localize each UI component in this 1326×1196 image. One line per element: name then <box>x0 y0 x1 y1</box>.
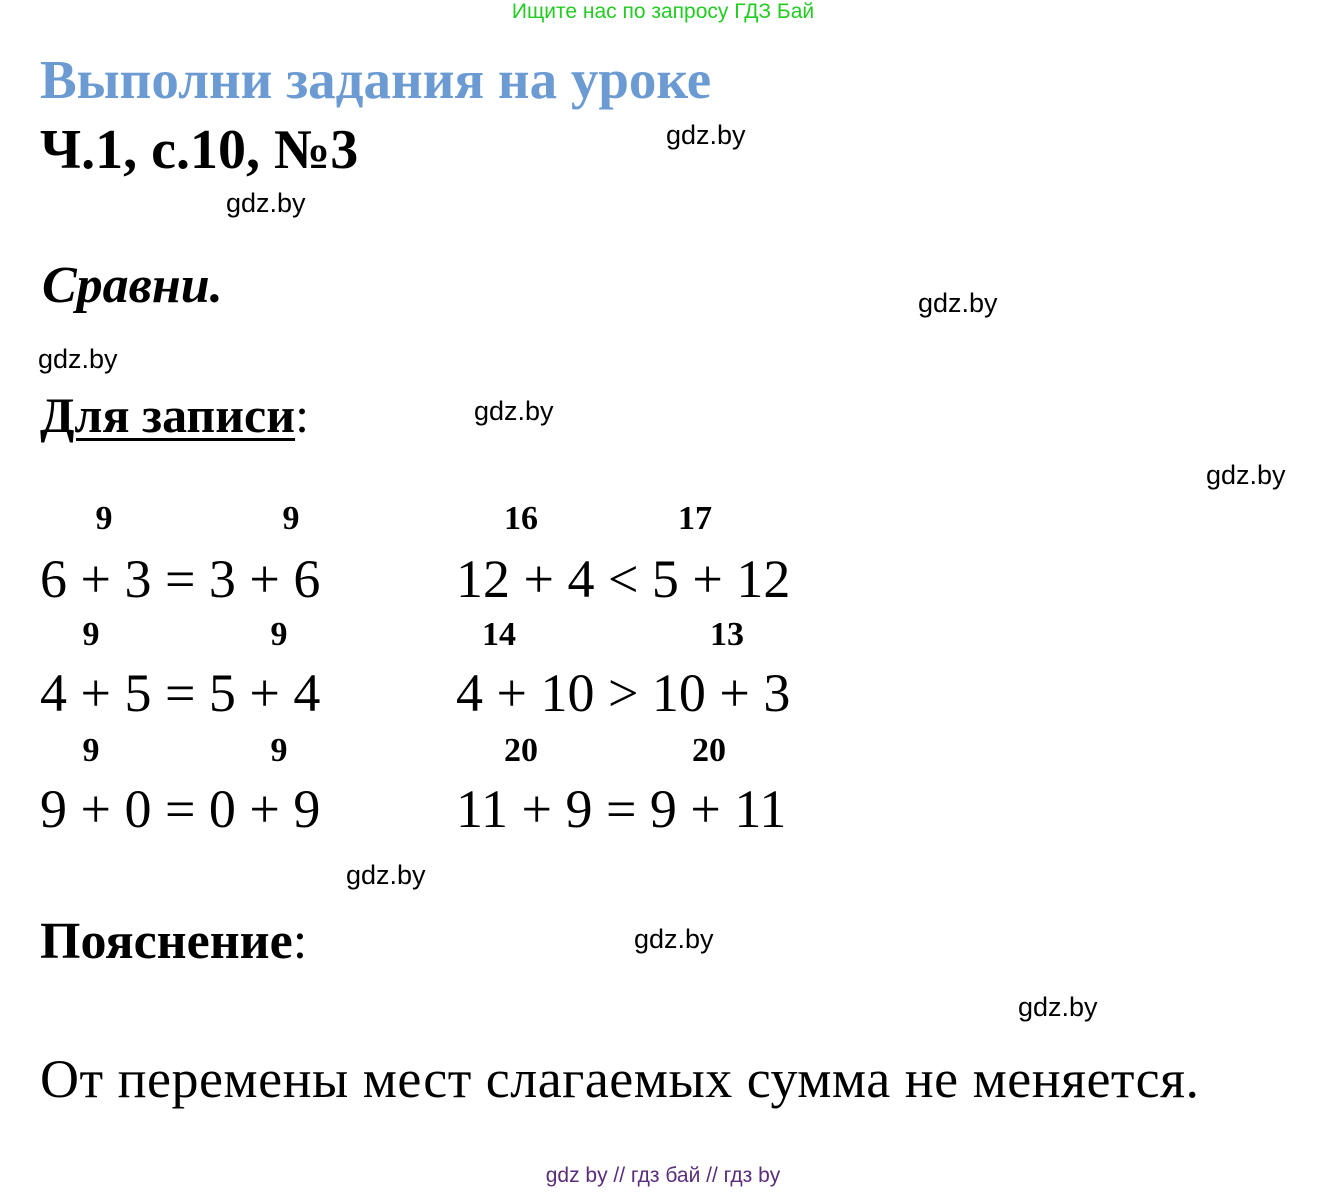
right-sum-label: 9 <box>270 616 288 653</box>
watermark: gdz.by <box>918 288 998 318</box>
equation: 6 + 3 = 3 + 6 <box>40 549 321 609</box>
equation: 11 + 9 = 9 + 11 <box>456 779 787 839</box>
explanation-heading <box>40 912 307 971</box>
explanation-heading-colon: : <box>292 913 308 970</box>
equation: 12 + 4 < 5 + 12 <box>456 549 791 609</box>
left-sum-label: 20 <box>504 732 538 769</box>
watermark: gdz.by <box>226 188 306 218</box>
watermark: gdz.by <box>346 860 426 890</box>
right-sum-label: 13 <box>710 616 744 653</box>
exercise-reference: Ч.1, с.10, №3 <box>40 119 359 181</box>
left-sum-label: 9 <box>82 732 100 769</box>
task-instruction: Сравни. <box>42 257 223 314</box>
watermark: gdz.by <box>666 120 746 150</box>
watermark: gdz.by <box>38 344 118 374</box>
watermark: gdz.by <box>1206 460 1286 490</box>
page-title: Выполни задания на уроке <box>40 49 712 110</box>
record-heading-label: Для записи <box>40 387 296 443</box>
left-sum-label: 16 <box>504 500 538 537</box>
equation: 4 + 5 = 5 + 4 <box>40 663 321 723</box>
left-sum-label: 9 <box>95 500 113 537</box>
search-hint-banner: Ищите нас по запросу ГДЗ Бай <box>511 0 815 23</box>
left-sum-label: 9 <box>82 616 100 653</box>
right-sum-label: 20 <box>692 732 726 769</box>
equation: 9 + 0 = 0 + 9 <box>40 779 321 839</box>
right-sum-label: 9 <box>282 500 300 537</box>
record-heading <box>40 386 309 444</box>
explanation-text: От перемены мест слагаемых сумма не меняется. <box>40 1049 1200 1109</box>
right-sum-label: 17 <box>678 500 712 537</box>
watermark: gdz.by <box>1018 992 1098 1022</box>
right-sum-label: 9 <box>270 732 288 769</box>
watermark: gdz.by <box>474 396 554 426</box>
footer-links: gdz by // гдз бай // гдз by <box>545 1164 781 1187</box>
equation: 4 + 10 > 10 + 3 <box>456 663 791 723</box>
left-sum-label: 14 <box>482 616 516 653</box>
watermark: gdz.by <box>634 924 714 954</box>
explanation-heading-label: Пояснение <box>40 913 293 970</box>
record-heading-colon: : <box>295 387 309 443</box>
